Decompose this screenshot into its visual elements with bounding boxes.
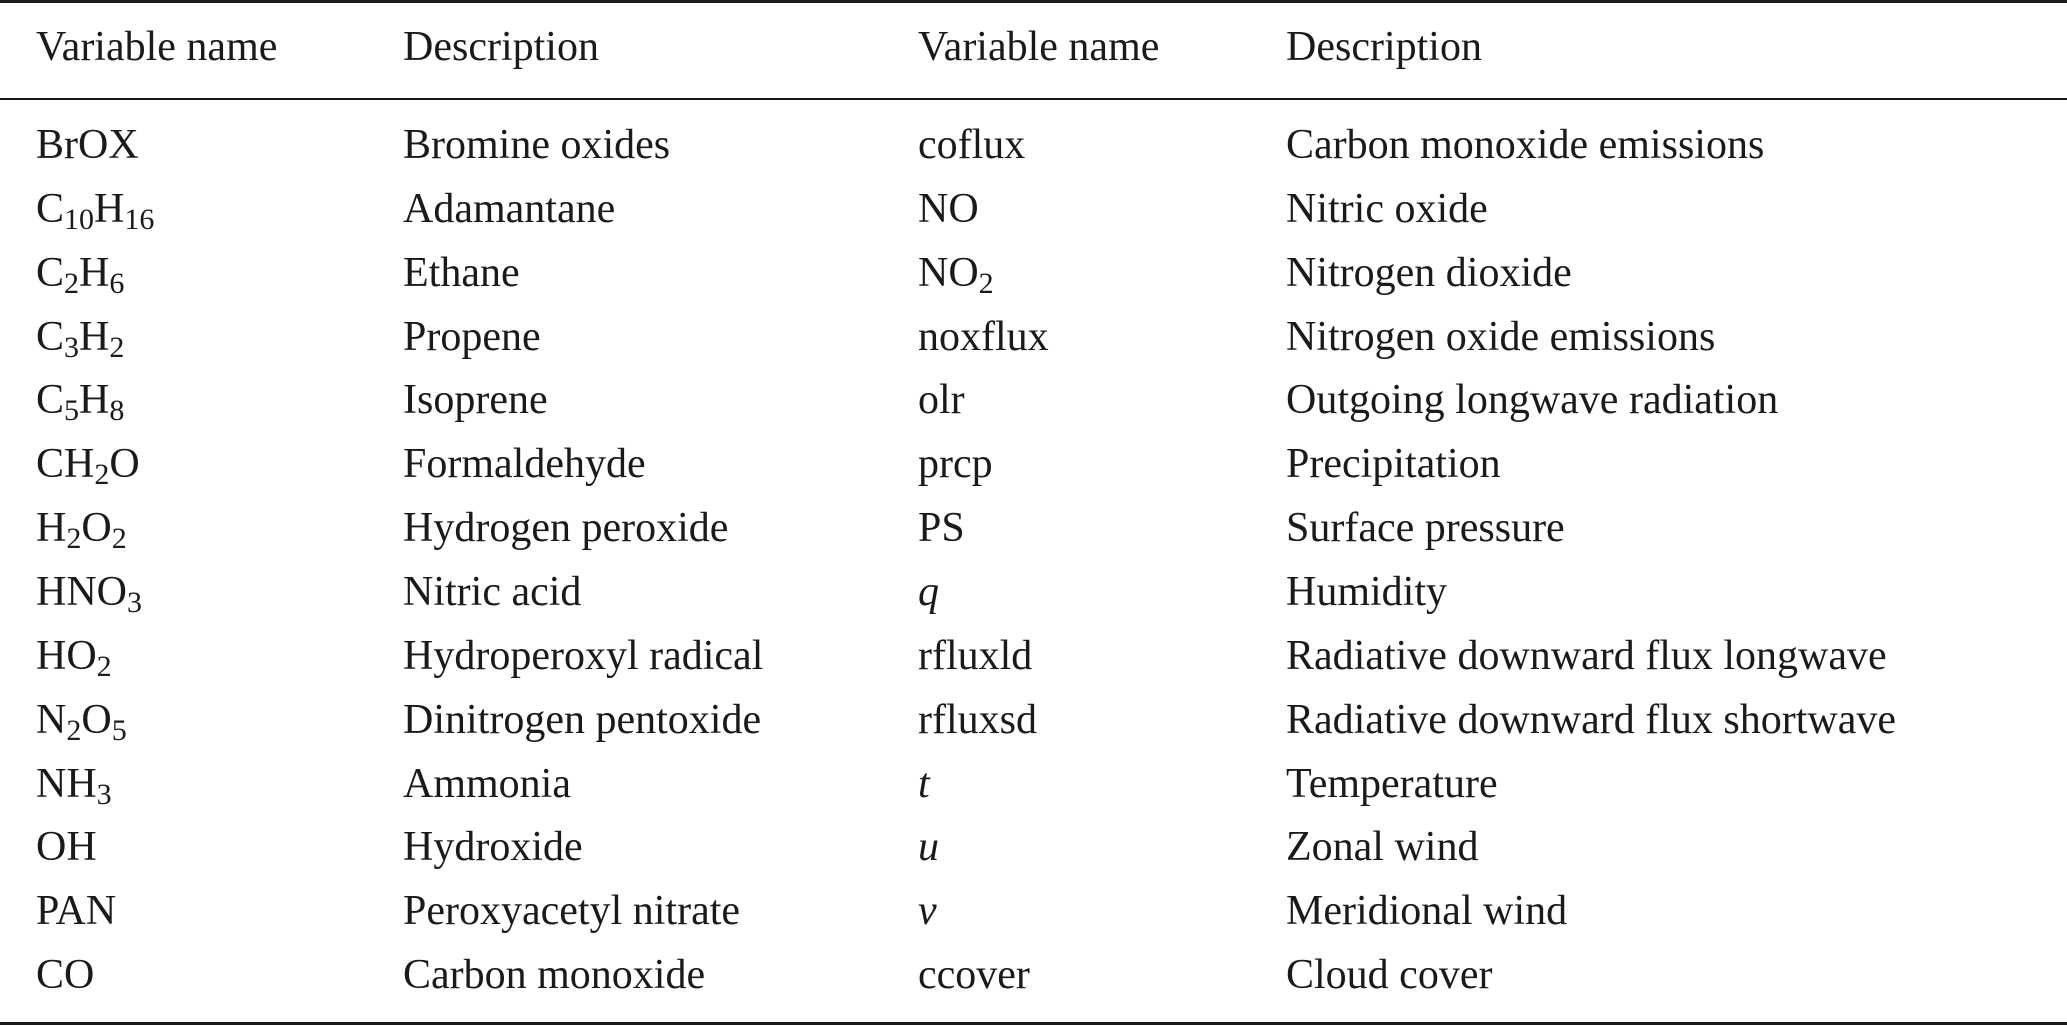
table-row (0, 945, 2067, 1005)
cell-description: Peroxyacetyl nitrate (403, 888, 741, 935)
table-row (0, 881, 2067, 941)
table-row (0, 115, 2067, 175)
formula-part: t (918, 760, 930, 807)
formula-part: ccover (918, 952, 1030, 999)
cell-variable-name (36, 179, 154, 239)
formula-part: olr (918, 377, 965, 424)
formula-subscript: 16 (124, 202, 155, 236)
formula-subscript: 2 (111, 522, 127, 556)
formula-subscript: 10 (64, 202, 95, 236)
table-row (0, 498, 2067, 558)
formula-part: H (36, 505, 67, 552)
cell-variable-name (36, 115, 139, 175)
cell-variable-name (918, 370, 965, 430)
formula-part: coflux (918, 122, 1026, 168)
formula-subscript: 3 (64, 330, 80, 364)
cell-variable-name (918, 690, 1037, 750)
cell-description: Nitrogen dioxide (1286, 249, 1572, 296)
formula-part: BrOX (36, 122, 139, 168)
formula-part: H (79, 249, 110, 296)
cell-variable-name (36, 817, 97, 877)
cell-variable-name (918, 243, 994, 303)
header-variable-name-2: Variable name (918, 24, 1160, 70)
cell-description: Nitric oxide (1286, 185, 1488, 232)
formula-subscript: 2 (109, 330, 125, 364)
cell-variable-name (36, 945, 94, 1005)
formula-subscript: 2 (978, 266, 994, 300)
formula-subscript: 3 (96, 777, 112, 811)
cell-description: Nitric acid (403, 568, 582, 615)
header-description-2: Description (1286, 24, 1482, 70)
cell-description: Carbon monoxide emissions (1286, 122, 1765, 168)
cell-variable-name (918, 498, 965, 558)
formula-part: NO (918, 249, 979, 296)
cell-variable-name (36, 562, 142, 622)
cell-description: Hydrogen peroxide (403, 505, 729, 552)
formula-subscript: 5 (111, 713, 127, 747)
formula-subscript: 3 (127, 585, 142, 619)
formula-part: O (81, 505, 112, 552)
cell-description: Bromine oxides (403, 122, 671, 168)
cell-description: Ethane (403, 249, 520, 296)
cell-variable-name (918, 754, 930, 814)
cell-description: Carbon monoxide (403, 952, 706, 999)
formula-subscript: 2 (66, 713, 82, 747)
formula-part: v (918, 888, 937, 935)
formula-part: O (109, 441, 140, 488)
formula-part: PAN (36, 888, 117, 935)
cell-variable-name (918, 626, 1032, 686)
cell-description: Outgoing longwave radiation (1286, 377, 1779, 424)
formula-part: rfluxsd (918, 696, 1037, 743)
table-top-rule (0, 0, 2067, 3)
table-row (0, 817, 2067, 877)
formula-part: HO (36, 632, 97, 679)
cell-variable-name (918, 817, 939, 877)
formula-part: PS (918, 505, 965, 552)
cell-description: Ammonia (403, 760, 571, 807)
formula-part: C (36, 185, 65, 232)
cell-variable-name (36, 498, 127, 558)
cell-description: Nitrogen oxide emissions (1286, 313, 1716, 360)
cell-description: Radiative downward flux shortwave (1286, 696, 1897, 743)
formula-part: C (36, 377, 65, 424)
formula-part: O (81, 696, 112, 743)
cell-description: Zonal wind (1286, 824, 1479, 871)
cell-description: Radiative downward flux longwave (1286, 632, 1887, 679)
cell-description: Formaldehyde (403, 441, 646, 488)
cell-description: Meridional wind (1286, 888, 1568, 935)
header-variable-name-1: Variable name (36, 24, 278, 70)
formula-subscript: 2 (96, 649, 112, 683)
formula-subscript: 8 (109, 394, 125, 428)
formula-subscript: 2 (64, 266, 80, 300)
cell-variable-name (36, 243, 124, 303)
formula-part: NO (918, 185, 979, 232)
formula-part: prcp (918, 441, 993, 488)
cell-description: Hydroxide (403, 824, 583, 871)
table-row (0, 243, 2067, 303)
table-row (0, 179, 2067, 239)
formula-part: noxflux (918, 313, 1049, 360)
formula-subscript: 2 (94, 458, 110, 492)
cell-variable-name (36, 370, 124, 430)
formula-part: rfluxld (918, 632, 1033, 679)
formula-part: OH (36, 824, 97, 871)
cell-description: Cloud cover (1286, 952, 1493, 999)
table-row (0, 626, 2067, 686)
formula-part: CH (36, 441, 95, 488)
cell-variable-name (36, 434, 140, 494)
cell-description: Propene (403, 313, 541, 360)
cell-variable-name (918, 307, 1049, 367)
cell-variable-name (918, 179, 979, 239)
formula-part: NH (36, 760, 97, 807)
formula-part: CO (36, 952, 95, 999)
table-row (0, 434, 2067, 494)
formula-part: H (94, 185, 125, 232)
cell-variable-name (918, 945, 1030, 1005)
table-row (0, 690, 2067, 750)
formula-part: q (918, 568, 939, 615)
cell-variable-name (918, 434, 993, 494)
cell-variable-name (918, 881, 937, 941)
cell-description: Dinitrogen pentoxide (403, 696, 762, 743)
table-header-row (0, 17, 2067, 77)
cell-variable-name (36, 307, 124, 367)
cell-variable-name (918, 115, 1025, 175)
cell-description: Isoprene (403, 377, 548, 424)
cell-description: Adamantane (403, 185, 616, 232)
header-description-1: Description (403, 24, 599, 70)
formula-part: u (918, 824, 939, 871)
cell-description: Humidity (1286, 568, 1448, 615)
cell-variable-name (36, 626, 112, 686)
formula-subscript: 5 (64, 394, 80, 428)
cell-description: Temperature (1286, 760, 1498, 807)
cell-variable-name (36, 690, 127, 750)
formula-subscript: 2 (66, 522, 82, 556)
table-row (0, 370, 2067, 430)
formula-part: C (36, 249, 65, 296)
table-header-rule (0, 98, 2067, 100)
cell-description: Surface pressure (1286, 505, 1565, 552)
formula-part: N (36, 696, 67, 743)
cell-variable-name (36, 754, 112, 814)
table-row (0, 562, 2067, 622)
table-row (0, 754, 2067, 814)
table-bottom-rule (0, 1022, 2067, 1025)
cell-description: Hydroperoxyl radical (403, 632, 764, 679)
cell-variable-name (918, 562, 939, 622)
formula-part: HNO (36, 568, 127, 615)
formula-subscript: 6 (109, 266, 125, 300)
formula-part: H (79, 377, 110, 424)
formula-part: C (36, 313, 65, 360)
cell-description: Precipitation (1286, 441, 1501, 488)
table-row (0, 307, 2067, 367)
formula-part: H (79, 313, 110, 360)
cell-variable-name (36, 881, 116, 941)
